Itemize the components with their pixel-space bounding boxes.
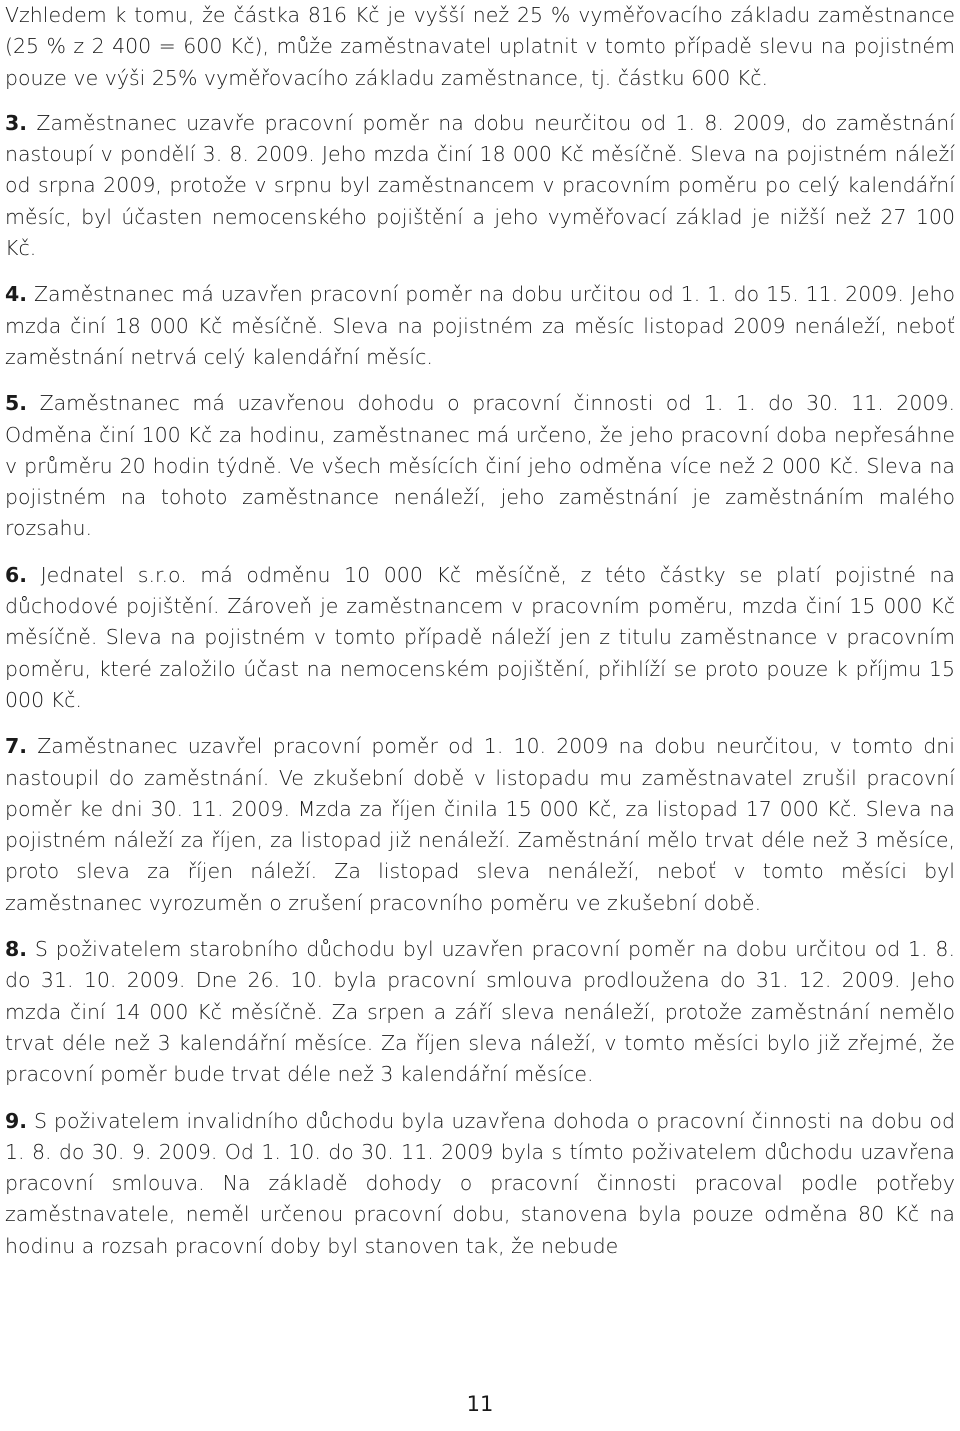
document-body [5, 0, 955, 1277]
paragraph-text: Jednatel s.r.o. má odměnu 10 000 Kč měsíčně, z této částky se platí pojistné na důchodové pojištění. Zároveň je zaměstnancem v pracovním poměru, mzda činí 15 000 Kč měsíčně. Sleva na pojistném v tomto případě náleží jen z titulu zaměstnance v pracovním poměru, které založilo účast na nemocenském pojištění, přihlíží se proto pouze k příjmu 15 000 Kč. [5, 562, 955, 712]
paragraph-example-7 [5, 731, 955, 919]
page-number: 11 [466, 1392, 494, 1416]
paragraph-intro [5, 0, 955, 94]
paragraph-text: Zaměstnanec uzavřel pracovní poměr od 1. 10. 2009 na dobu neurčitou, v tomto dni nastoupil do zaměstnání. Ve zkušební době v listopadu mu zaměstnavatel zrušil pracovní poměr ke dni 30. 11. 2009. Mzda za říjen činila 15 000 Kč, za listopad 17 000 Kč. Sleva na pojistném náleží za říjen, za listopad již nenáleží. Zaměstnání mělo trvat déle než 3 měsíce, proto sleva za říjen náleží. Za listopad sleva nenáleží, neboť v tomto měsíci byl zaměstnanec vyrozuměn o zrušení pracovního poměru ve zkušební době. [5, 734, 955, 915]
example-number: 6. [5, 562, 28, 587]
example-number: 8. [5, 937, 28, 962]
paragraph-text: Zaměstnanec uzavře pracovní poměr na dobu neurčitou od 1. 8. 2009, do zaměstnání nastoupí v pondělí 3. 8. 2009. Jeho mzda činí 18 000 Kč měsíčně. Sleva na pojistném náleží od srpna 2009, protože v srpnu byl zaměstnancem v pracovním poměru po celý kalendářní měsíc, byl účasten nemocenského pojištění a jeho vyměřovací základ je nižší než 27 100 Kč. [5, 110, 955, 261]
paragraph-text: Vzhledem k tomu, že částka 816 Kč je vyšší než 25 % vyměřovacího základu zaměstnance (25 % z 2 400 = 600 Kč), může zaměstnavatel uplatnit v tomto případě slevu na pojistném pouze ve výši 25% vyměřovacího základu zaměstnance, tj. částku 600 Kč. [5, 3, 955, 90]
example-number: 7. [5, 734, 28, 759]
paragraph-text: Zaměstnanec má uzavřenou dohodu o pracovní činnosti od 1. 1. do 30. 11. 2009. Odměna činí 100 Kč za hodinu, zaměstnanec má určeno, že jeho pracovní doba nepřesáhne v průměru 20 hodin týdně. Ve všech měsících činí jeho odměna více než 2 000 Kč. Sleva na pojistném na tohoto zaměstnance nenáleží, jeho zaměstnání je zaměstnáním malého rozsahu. [5, 391, 955, 541]
paragraph-example-8 [5, 934, 955, 1090]
paragraph-text: Zaměstnanec má uzavřen pracovní poměr na dobu určitou od 1. 1. do 15. 11. 2009. Jeho mzda činí 18 000 Kč měsíčně. Sleva na pojistném za měsíc listopad 2009 nenáleží, neboť zaměstnání netrvá celý kalendářní měsíc. [5, 282, 955, 369]
paragraph-example-9 [5, 1106, 955, 1262]
paragraph-example-3 [5, 108, 955, 264]
example-number: 9. [5, 1108, 28, 1133]
paragraph-text: S poživatelem invalidního důchodu byla uzavřena dohoda o pracovní činnosti na dobu od 1. 8. do 30. 9. 2009. Od 1. 10. do 30. 11. 2009 byla s tímto poživatelem důchodu uzavřena pracovní smlouva. Na základě dohody o pracovní činnosti pracoval podle potřeby zaměstnavatele, neměl určenou pracovní dobu, stanovena byla pouze odměna 80 Kč na hodinu a rozsah pracovní doby byl stanoven tak, že nebude [5, 1108, 955, 1258]
example-number: 4. [5, 282, 28, 307]
paragraph-example-5 [5, 388, 955, 544]
paragraph-example-4 [5, 279, 955, 373]
example-number: 5. [5, 391, 28, 416]
paragraph-text: S poživatelem starobního důchodu byl uzavřen pracovní poměr na dobu určitou od 1. 8. do 31. 10. 2009. Dne 26. 10. byla pracovní smlouva prodloužena do 31. 12. 2009. Jeho mzda činí 14 000 Kč měsíčně. Za srpen a září sleva nenáleží, protože zaměstnání nemělo trvat déle než 3 kalendářní měsíce. Za říjen sleva náleží, v tomto měsíci bylo již zřejmé, že pracovní poměr bude trvat déle než 3 kalendářní měsíce. [5, 937, 955, 1087]
example-number: 3. [5, 110, 28, 135]
paragraph-example-6 [5, 560, 955, 716]
